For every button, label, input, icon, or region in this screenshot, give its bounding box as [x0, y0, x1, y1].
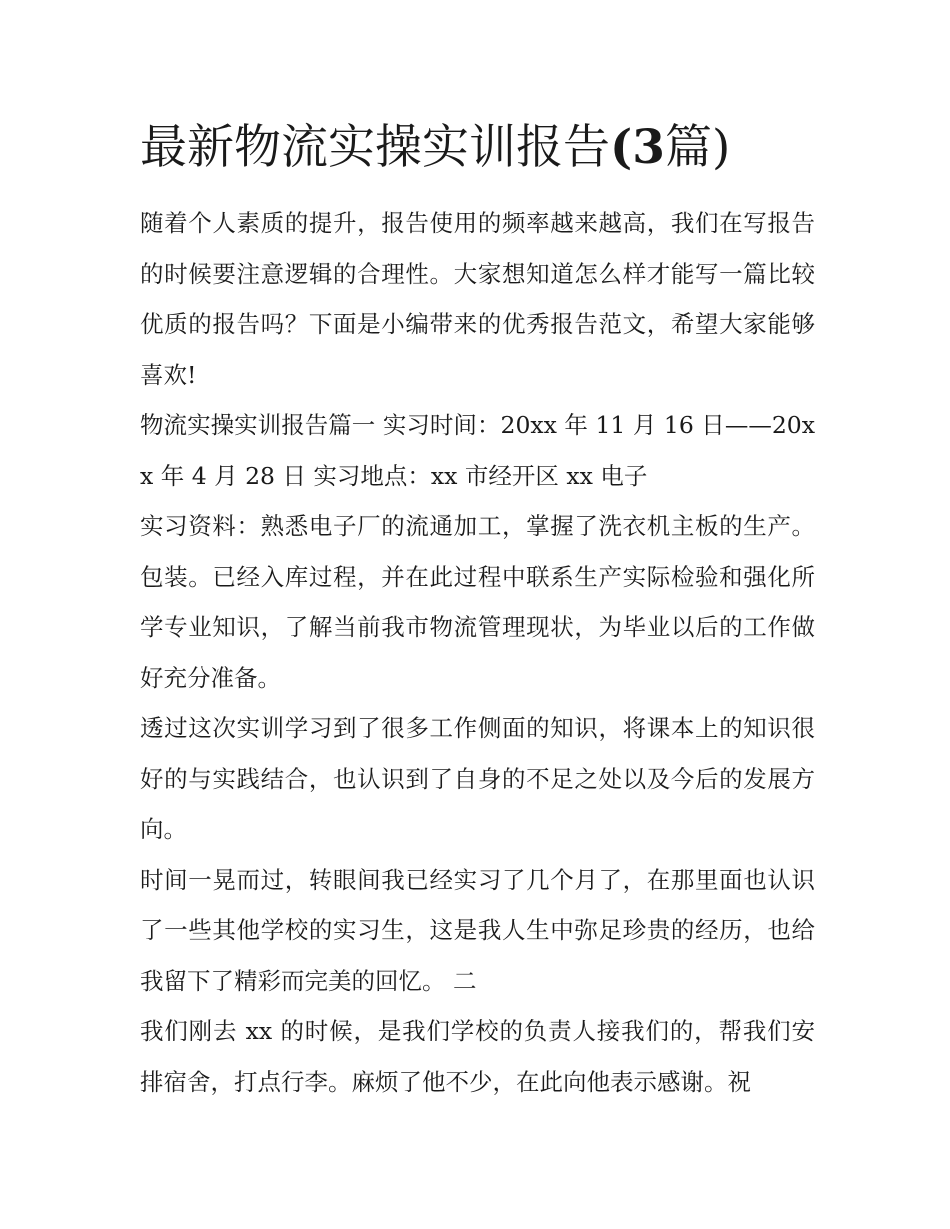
title-number: (3: [610, 120, 665, 175]
document-title: [140, 118, 840, 178]
title-prefix: 最新物流实操实训报告: [140, 120, 610, 175]
paragraph-learning: 透过这次实训学习到了很多工作侧面的知识，将课本上的知识很好的与实践结合，也认识到了自身的不足之处以及今后的发展方向。: [140, 714, 815, 843]
paragraph-internship-content: 实习资料：熟悉电子厂的流通加工，掌握了洗衣机主板的生产。包装。已经入库过程，并在此过程中联系生产实际检验和强化所学专业知识，了解当前我市物流管理现状，为毕业以后的工作做好充分准备。: [140, 512, 815, 692]
document-body: [140, 198, 815, 1107]
paragraph-arrival: 我们刚去 xx 的时候，是我们学校的负责人接我们的，帮我们安排宿舍，打点行李。麻烦了他不少，在此向他表示感谢。祝: [140, 1017, 815, 1096]
paragraph-internship-info: 物流实操实训报告篇一 实习时间：20xx 年 11 月 16 日——20xx 年 4 月 28 日 实习地点：xx 市经开区 xx 电子: [140, 411, 815, 490]
paragraph-intro: 随着个人素质的提升，报告使用的频率越来越高，我们在写报告的时候要注意逻辑的合理性。大家想知道怎么样才能写一篇比较优质的报告吗？下面是小编带来的优秀报告范文，希望大家能够喜欢!: [140, 209, 815, 389]
title-suffix: 篇): [664, 120, 731, 175]
paragraph-memories: 时间一晃而过，转眼间我已经实习了几个月了，在那里面也认识了一些其他学校的实习生，这是我人生中弥足珍贵的经历，也给我留下了精彩而完美的回忆。 二: [140, 865, 815, 995]
